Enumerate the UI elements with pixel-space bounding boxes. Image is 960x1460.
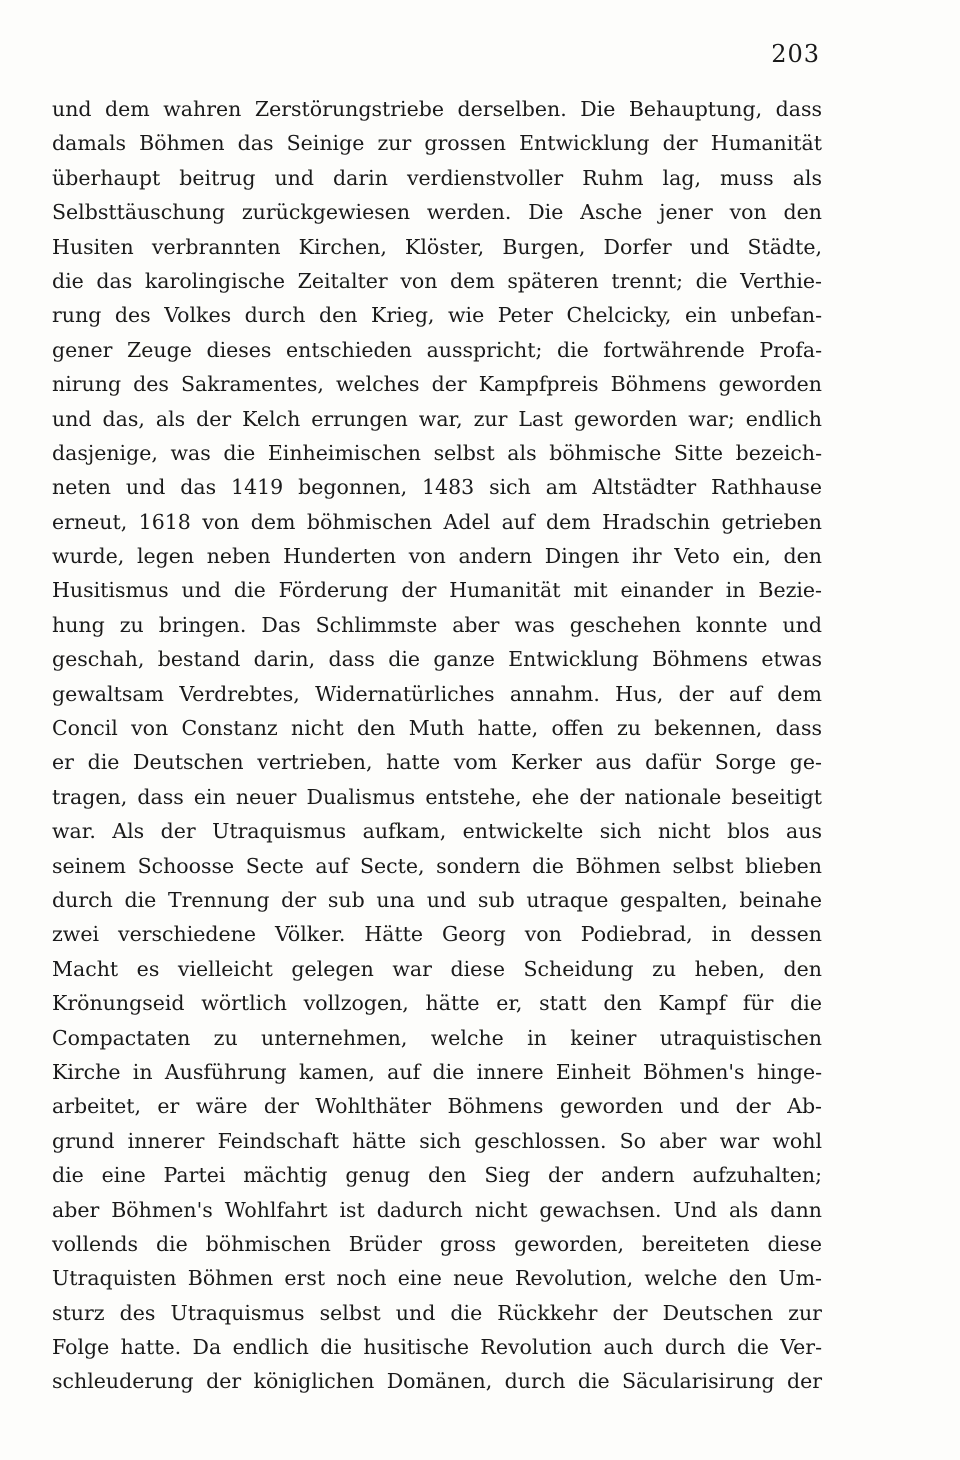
text-line: zwei verschiedene Völker. Hätte Georg von Podiebrad, in dessen [52,922,822,947]
page-number: 203 [771,40,820,68]
text-line: neten und das 1419 begonnen, 1483 sich am Altstädter Rathhause [52,475,822,500]
text-line: tragen, dass ein neuer Dualismus entstehe, ehe der nationale beseitigt [52,784,822,809]
text-line: Husitismus und die Förderung der Humanität mit einander in Bezie- [52,578,822,603]
text-line: damals Böhmen das Seinige zur grossen Entwicklung der Humanität [52,131,822,156]
text-line: rung des Volkes durch den Krieg, wie Peter Chelcicky, ein unbefan- [52,303,822,328]
text-line: und dem wahren Zerstörungstriebe derselben. Die Behauptung, dass [52,97,822,121]
text-line: grund innerer Feindschaft hätte sich geschlossen. So aber war wohl [52,1128,822,1153]
text-line: wurde, legen neben Hunderten von andern Dingen ihr Veto ein, den [52,544,822,569]
text-line: dasjenige, was die Einheimischen selbst als böhmische Sitte bezeich- [52,440,822,465]
text-line: war. Als der Utraquismus aufkam, entwickelte sich nicht blos aus [52,819,822,844]
text-line: die eine Partei mächtig genug den Sieg der andern aufzuhalten; [52,1163,822,1188]
text-line: gewaltsam Verdrebtes, Widernatürliches annahm. Hus, der auf dem [52,681,822,706]
text-line: Utraquisten Böhmen erst noch eine neue Revolution, welche den Um- [52,1266,822,1291]
text-line: Macht es vielleicht gelegen war diese Scheidung zu heben, den [52,956,822,981]
text-line: durch die Trennung der sub una und sub utraque gespalten, beinahe [52,887,822,912]
text-line: die das karolingische Zeitalter von dem späteren trennt; die Verthie- [52,268,822,293]
text-line: Concil von Constanz nicht den Muth hatte, offen zu bekennen, dass [52,716,822,741]
text-line: Kirche in Ausführung kamen, auf die innere Einheit Böhmen's hinge- [52,1059,822,1084]
text-line: vollends die böhmischen Brüder gross geworden, bereiteten diese [52,1231,822,1256]
text-line: hung zu bringen. Das Schlimmste aber was geschehen konnte und [52,612,822,637]
text-line: geschah, bestand darin, dass die ganze Entwicklung Böhmens etwas [52,647,822,672]
text-line: aber Böhmen's Wohlfahrt ist dadurch nicht gewachsen. Und als dann [52,1197,822,1222]
text-line: überhaupt beitrug und darin verdienstvoller Ruhm lag, muss als [52,165,822,190]
text-line: Krönungseid wörtlich vollzogen, hätte er, statt den Kampf für die [52,991,822,1016]
text-line: schleuderung der königlichen Domänen, durch die Säcularisirung der [52,1369,822,1394]
text-line: Compactaten zu unternehmen, welche in keiner utraquistischen [52,1025,822,1050]
text-line: erneut, 1618 von dem böhmischen Adel auf dem Hradschin getrieben [52,509,822,534]
text-line: nirung des Sakramentes, welches der Kampfpreis Böhmens geworden [52,372,822,397]
text-line: seinem Schoosse Secte auf Secte, sondern die Böhmen selbst blieben [52,853,822,878]
text-line: Folge hatte. Da endlich die husitische Revolution auch durch die Ver- [52,1335,822,1360]
text-line: arbeitet, er wäre der Wohlthäter Böhmens geworden und der Ab- [52,1094,822,1119]
text-line: Husiten verbrannten Kirchen, Klöster, Burgen, Dorfer und Städte, [52,234,822,259]
text-line: und das, als der Kelch errungen war, zur Last geworden war; endlich [52,406,822,431]
text-line: er die Deutschen vertrieben, hatte vom Kerker aus dafür Sorge ge- [52,750,822,775]
text-line: gener Zeuge dieses entschieden ausspricht; die fortwährende Profa- [52,337,822,362]
text-line: sturz des Utraquismus selbst und die Rückkehr der Deutschen zur [52,1300,822,1325]
body-text [52,92,822,1399]
text-line: Selbsttäuschung zurückgewiesen werden. Die Asche jener von den [52,200,822,225]
